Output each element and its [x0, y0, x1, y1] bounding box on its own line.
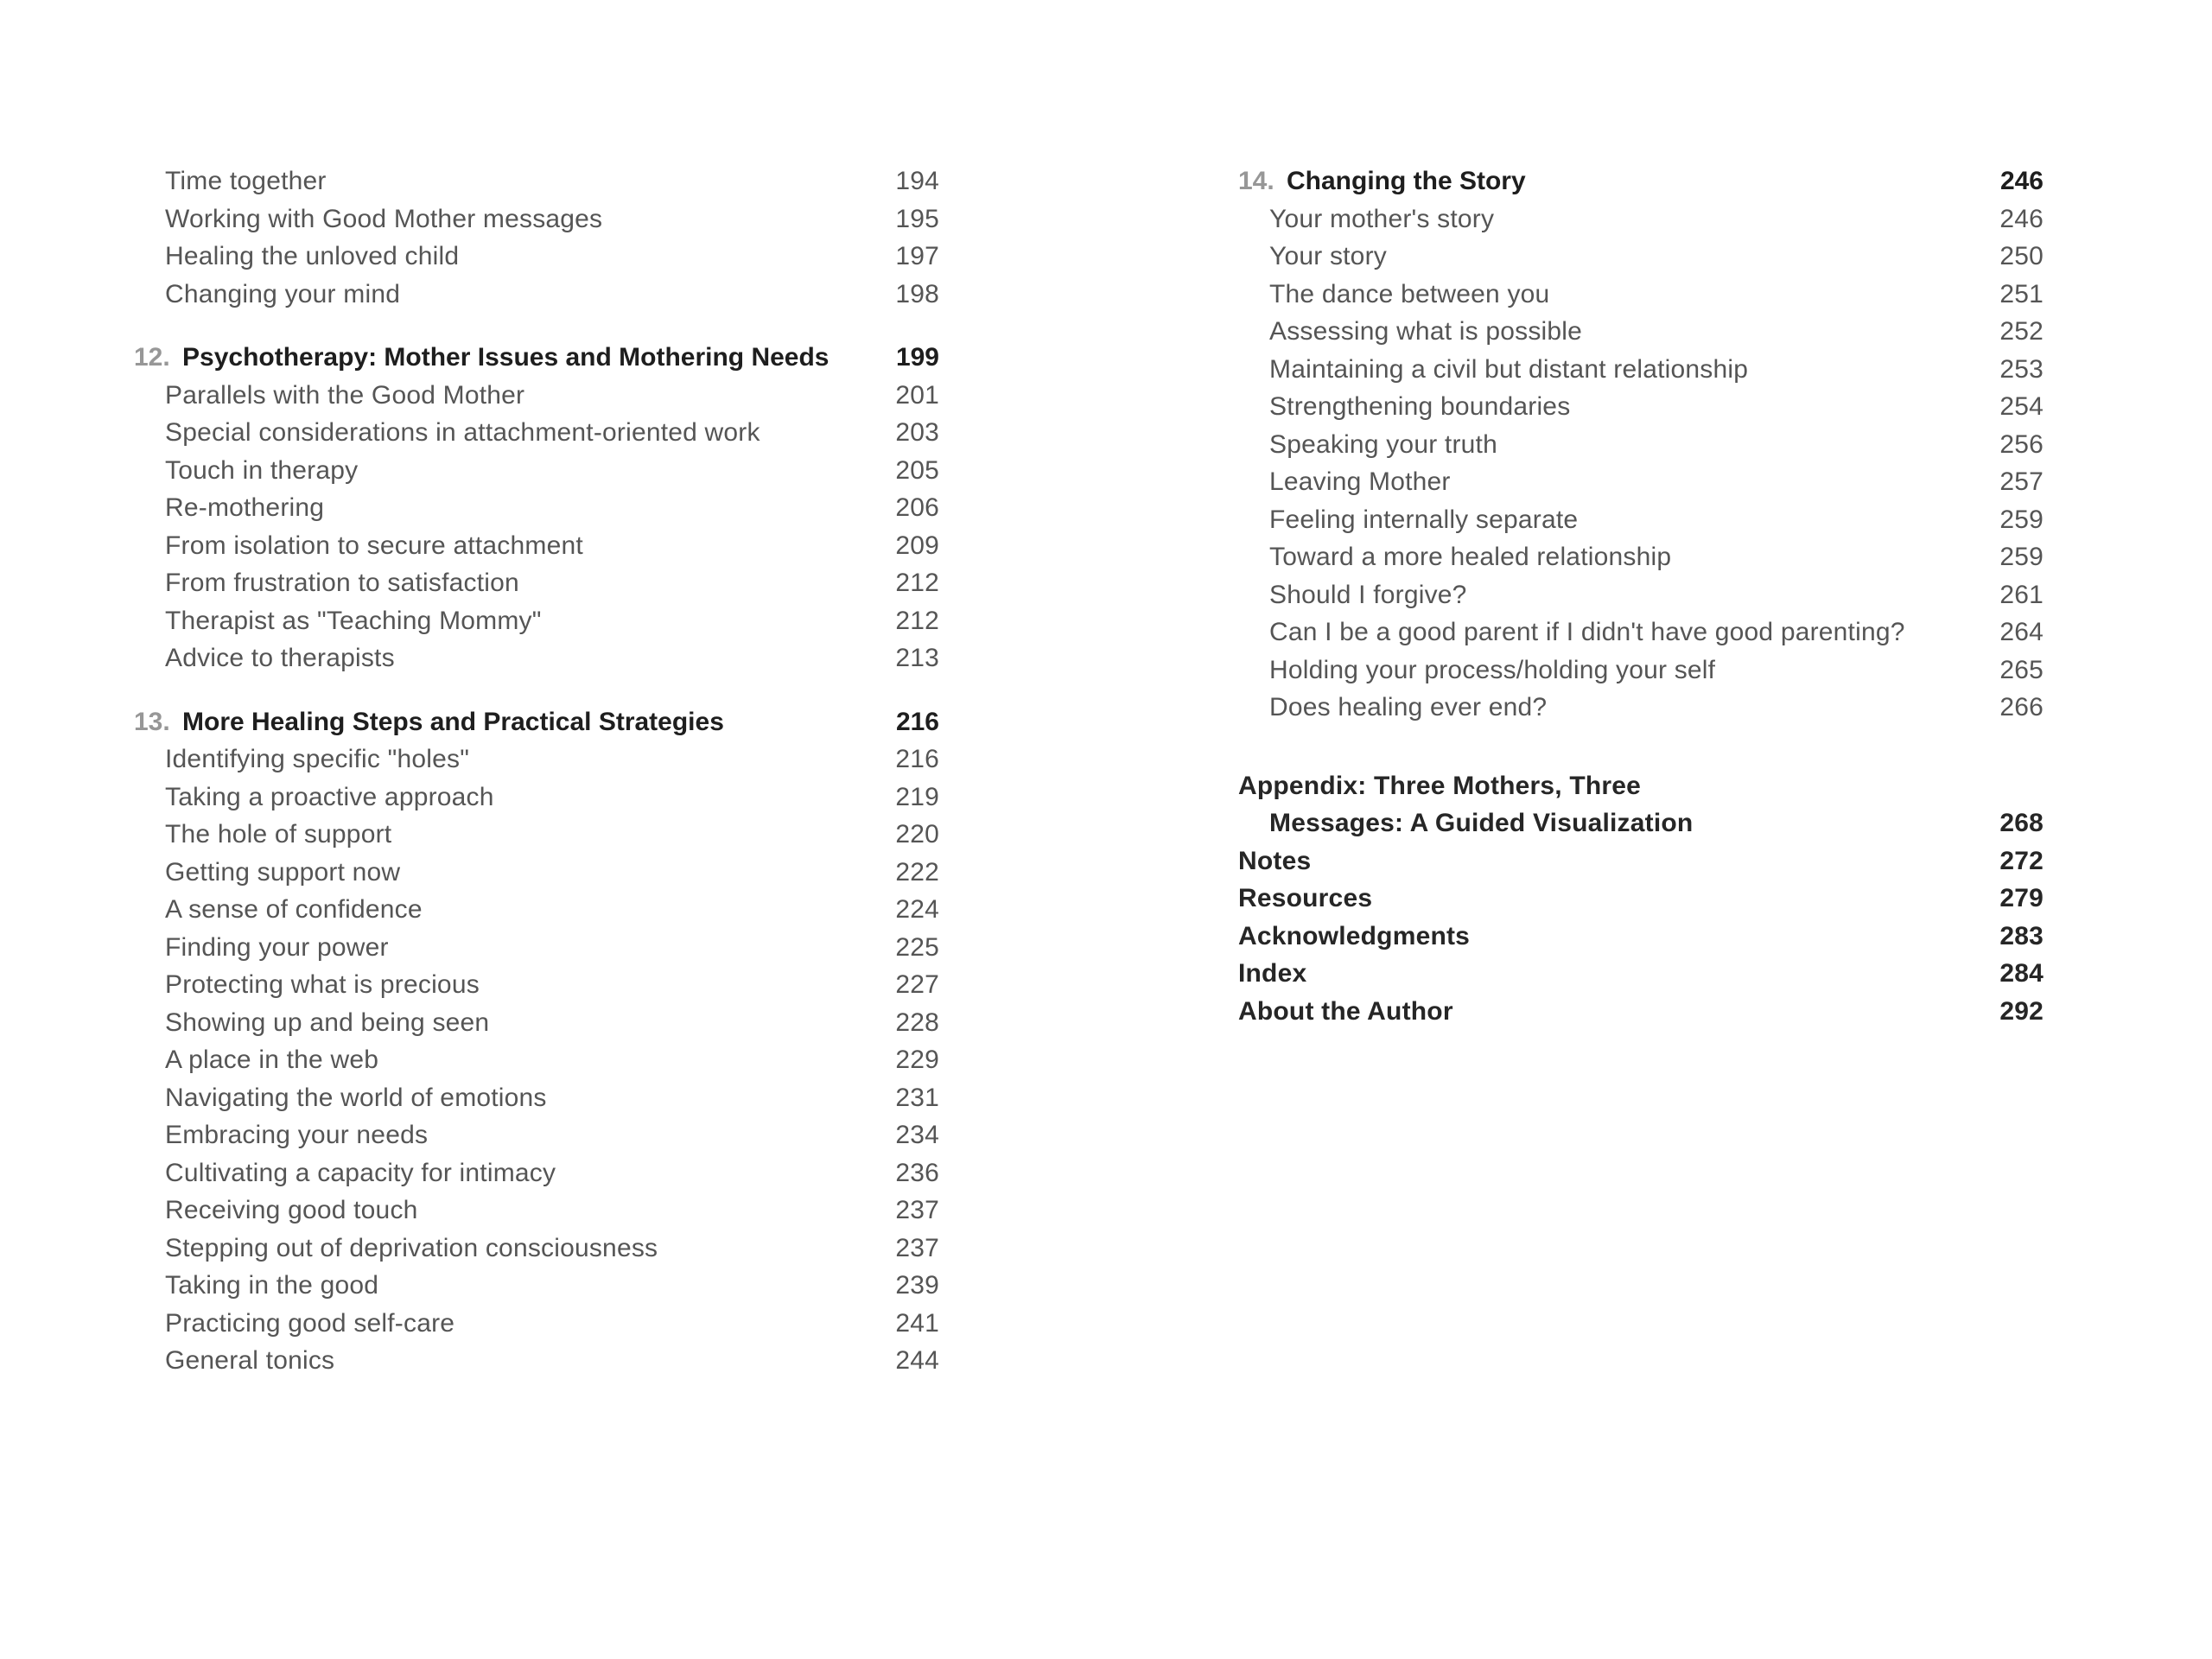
toc-chapter-page: 199: [895, 343, 939, 372]
toc-backmatter-page: 284: [1999, 959, 2044, 988]
toc-entry-label: Parallels with the Good Mother: [165, 380, 525, 410]
toc-chapter-title: More Healing Steps and Practical Strategies: [182, 707, 724, 736]
toc-entry-page: 227: [895, 970, 939, 999]
toc-entry-row: [134, 1230, 939, 1268]
toc-entry-label: Your story: [1269, 242, 1387, 270]
toc-entry-row: [134, 238, 939, 276]
toc-entry-label: Therapist as "Teaching Mommy": [165, 606, 542, 635]
toc-left-column: [134, 162, 939, 1380]
toc-entry-row: [134, 1154, 939, 1192]
toc-entry-label: Taking in the good: [165, 1271, 379, 1300]
toc-entry-row: [134, 1267, 939, 1305]
toc-entry-label: Showing up and being seen: [165, 1007, 490, 1037]
toc-entry-row: [1238, 238, 2044, 276]
toc-entry-label: Stepping out of deprivation consciousness: [165, 1233, 658, 1262]
toc-backmatter-page: 279: [1999, 884, 2044, 912]
toc-entry-row: [1238, 351, 2044, 389]
toc-entry-label: The dance between you: [1269, 279, 1550, 308]
toc-entry-row: [1238, 501, 2044, 539]
toc-entry-page: 194: [895, 167, 939, 195]
toc-entry-page: 197: [895, 242, 939, 270]
toc-backmatter-row: [1238, 767, 2044, 842]
toc-entry-page: 257: [1999, 467, 2044, 496]
toc-entry-row: [1238, 276, 2044, 314]
toc-entry-page: 216: [895, 745, 939, 773]
toc-entry-page: 251: [1999, 279, 2044, 308]
toc-entry-row: [134, 639, 939, 677]
toc-entry-page: 261: [1999, 580, 2044, 609]
toc-entry-label: The hole of support: [165, 820, 392, 849]
toc-entry-label: Time together: [165, 167, 327, 195]
toc-backmatter-row: [1238, 880, 2044, 918]
toc-entry-label: Protecting what is precious: [165, 970, 480, 999]
toc-entry-row: [134, 1192, 939, 1230]
toc-entry-page: 264: [1999, 618, 2044, 646]
toc-entry-label: Speaking your truth: [1269, 429, 1497, 459]
toc-entry-row: [1238, 613, 2044, 652]
toc-entry-label: Strengthening boundaries: [1269, 392, 1571, 421]
toc-entry-label: Getting support now: [165, 857, 401, 887]
toc-entry-page: 259: [1999, 505, 2044, 534]
toc-entry-label: Re-mothering: [165, 493, 325, 522]
toc-chapter-page: 216: [895, 707, 939, 736]
toc-entry-row: [134, 816, 939, 854]
toc-backmatter-page: 268: [1999, 809, 2044, 837]
toc-entry-page: 239: [895, 1271, 939, 1300]
toc-entry-page: 234: [895, 1121, 939, 1149]
toc-entry-page: 231: [895, 1083, 939, 1112]
toc-entry-page: 201: [895, 380, 939, 410]
toc-entry-page: 220: [895, 820, 939, 849]
toc-backmatter-label-line2: Messages: A Guided Visualization: [1269, 809, 1694, 837]
toc-entry-page: 266: [1999, 693, 2044, 721]
toc-backmatter-page: 272: [1999, 846, 2044, 875]
toc-backmatter-label: About the Author: [1238, 996, 1453, 1026]
toc-entry-label: Toward a more healed relationship: [1269, 543, 1672, 571]
toc-entry-page: 241: [895, 1308, 939, 1338]
toc-entry-page: 225: [895, 932, 939, 962]
toc-chapter-row: [134, 703, 939, 741]
toc-entry-label: Your mother's story: [1269, 204, 1495, 233]
toc-entry-label: From isolation to secure attachment: [165, 531, 583, 560]
toc-entry-page: 253: [1999, 354, 2044, 384]
toc-entry-page: 209: [895, 531, 939, 560]
toc-backmatter-row: [1238, 993, 2044, 1031]
toc-entry-page: 252: [1999, 317, 2044, 346]
toc-entry-page: 236: [895, 1158, 939, 1187]
toc-entry-page: 228: [895, 1007, 939, 1037]
toc-backmatter-row: [1238, 918, 2044, 956]
toc-entry-page: 237: [895, 1233, 939, 1262]
toc-entry-row: [134, 741, 939, 779]
toc-entry-label: Cultivating a capacity for intimacy: [165, 1158, 556, 1187]
toc-backmatter-label: Index: [1238, 959, 1307, 988]
toc-entry-label: A sense of confidence: [165, 895, 423, 924]
toc-entry-label: Touch in therapy: [165, 455, 359, 485]
toc-entry-label: Receiving good touch: [165, 1196, 418, 1224]
toc-entry-page: 259: [1999, 543, 2044, 571]
toc-entry-page: 254: [1999, 392, 2044, 421]
toc-entry-page: 212: [895, 569, 939, 597]
toc-chapter-row: [134, 339, 939, 377]
toc-entry-row: [134, 527, 939, 565]
toc-backmatter-page: 283: [1999, 921, 2044, 950]
toc-entry-row: [1238, 576, 2044, 614]
toc-entry-row: [134, 1305, 939, 1343]
toc-backmatter-label: Notes: [1238, 846, 1312, 875]
toc-entry-row: [134, 452, 939, 490]
toc-entry-row: [1238, 313, 2044, 351]
toc-entry-label: General tonics: [165, 1346, 335, 1375]
toc-entry-page: 203: [895, 418, 939, 447]
toc-entry-row: [1238, 538, 2044, 576]
toc-chapter-number: 12.: [134, 343, 170, 372]
toc-backmatter-page: 292: [1999, 996, 2044, 1026]
toc-entry-row: [134, 1041, 939, 1079]
toc-entry-row: [134, 276, 939, 314]
toc-entry-row: [134, 564, 939, 602]
toc-entry-row: [134, 779, 939, 817]
toc-entry-label: Navigating the world of emotions: [165, 1083, 547, 1112]
toc-entry-label: Leaving Mother: [1269, 467, 1451, 496]
toc-chapter-title: Psychotherapy: Mother Issues and Mothering Needs: [182, 343, 830, 372]
toc-entry-label: Does healing ever end?: [1269, 693, 1548, 721]
toc-entry-page: 222: [895, 857, 939, 887]
toc-chapter-page: 246: [1999, 167, 2044, 195]
toc-entry-row: [134, 1116, 939, 1154]
toc-backmatter: [1238, 767, 2044, 1031]
toc-chapter-title: Changing the Story: [1287, 167, 1526, 195]
toc-entry-page: 224: [895, 895, 939, 924]
toc-entry-row: [134, 489, 939, 527]
toc-entry-page: 265: [1999, 655, 2044, 684]
toc-chapter-number: 13.: [134, 707, 170, 736]
toc-entry-label: Assessing what is possible: [1269, 317, 1583, 346]
toc-entry-row: [134, 1079, 939, 1117]
toc-entry-page: 250: [1999, 242, 2044, 270]
toc-entry-label: Embracing your needs: [165, 1121, 429, 1149]
toc-entry-label: Practicing good self-care: [165, 1308, 455, 1338]
toc-entry-row: [134, 200, 939, 238]
toc-entry-page: 244: [895, 1346, 939, 1375]
toc-entry-row: [134, 854, 939, 892]
toc-entry-row: [134, 377, 939, 415]
toc-entry-page: 229: [895, 1046, 939, 1074]
toc-entry-row: [134, 891, 939, 929]
toc-chapter-number: 14.: [1238, 167, 1274, 195]
toc-entry-row: [134, 1004, 939, 1042]
toc-entry-page: 246: [1999, 204, 2044, 233]
toc-entry-row: [1238, 426, 2044, 464]
toc-chapter-row: [1238, 162, 2044, 200]
toc-entry-label: Feeling internally separate: [1269, 505, 1579, 534]
toc-entry-page: 219: [895, 782, 939, 811]
toc-entry-row: [134, 414, 939, 452]
toc-entry-page: 206: [895, 493, 939, 522]
toc-entry-row: [1238, 463, 2044, 501]
toc-backmatter-row: [1238, 955, 2044, 993]
toc-entry-row: [134, 602, 939, 640]
toc-entry-row: [134, 929, 939, 967]
toc-entry-label: Healing the unloved child: [165, 242, 460, 270]
toc-entry-row: [134, 966, 939, 1004]
toc-entry-label: Advice to therapists: [165, 644, 395, 672]
toc-entry-label: Special considerations in attachment-oriented work: [165, 418, 760, 447]
toc-entry-label: Finding your power: [165, 932, 389, 962]
toc-entry-row: [134, 1342, 939, 1380]
toc-entry-row: [1238, 652, 2044, 690]
toc-entry-page: 213: [895, 644, 939, 672]
toc-backmatter-label: [1238, 767, 1693, 842]
toc-entry-page: 237: [895, 1196, 939, 1224]
toc-entry-label: Holding your process/holding your self: [1269, 655, 1716, 684]
toc-entry-row: [1238, 388, 2044, 426]
toc-entry-label: Can I be a good parent if I didn't have good parenting?: [1269, 618, 1905, 646]
toc-entry-row: [134, 162, 939, 200]
toc-right-column: [1238, 162, 2044, 1030]
toc-entry-page: 212: [895, 606, 939, 635]
toc-entry-label: Taking a proactive approach: [165, 782, 494, 811]
toc-entry-label: Maintaining a civil but distant relationship: [1269, 354, 1749, 384]
toc-backmatter-label-line1: Appendix: Three Mothers, Three: [1238, 771, 1642, 800]
toc-entry-row: [1238, 200, 2044, 238]
toc-entry-label: Should I forgive?: [1269, 580, 1467, 609]
toc-backmatter-label: Resources: [1238, 884, 1373, 912]
toc-entry-page: 195: [895, 204, 939, 233]
toc-entry-page: 205: [895, 455, 939, 485]
toc-entry-label: Identifying specific "holes": [165, 745, 470, 773]
toc-backmatter-row: [1238, 842, 2044, 880]
toc-entry-label: Changing your mind: [165, 279, 401, 308]
toc-entry-page: 198: [895, 279, 939, 308]
toc-backmatter-label: Acknowledgments: [1238, 921, 1471, 950]
toc-entry-label: A place in the web: [165, 1046, 379, 1074]
toc-entry-row: [1238, 689, 2044, 727]
toc-entry-label: From frustration to satisfaction: [165, 569, 519, 597]
toc-entry-page: 256: [1999, 429, 2044, 459]
toc-entry-label: Working with Good Mother messages: [165, 204, 603, 233]
